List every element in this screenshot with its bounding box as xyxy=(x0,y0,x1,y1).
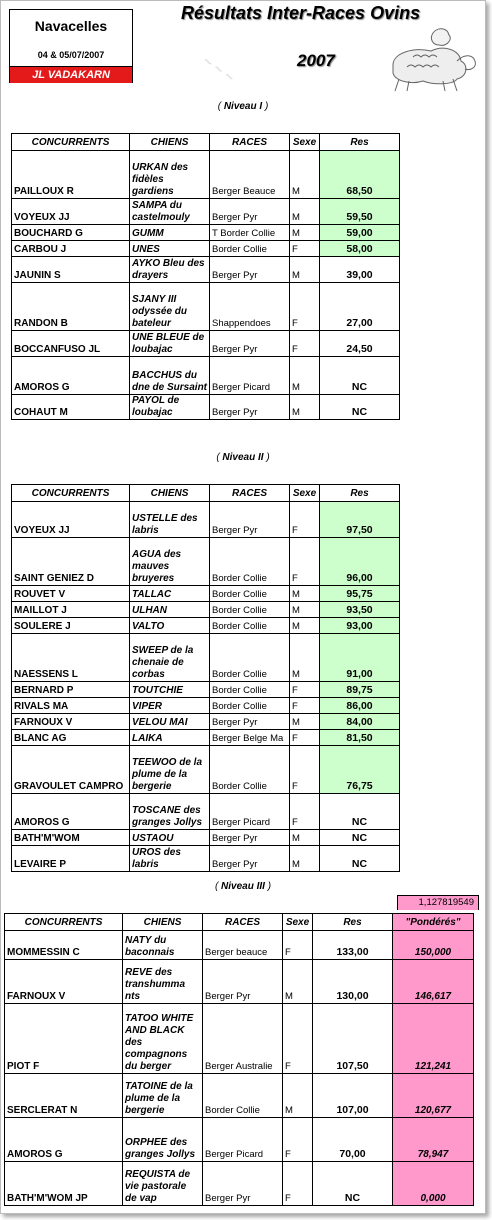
dog-name: REQUISTA de vie pastorale de vap xyxy=(123,1162,203,1206)
competitor-name: FARNOUX V xyxy=(12,714,130,730)
dog-name: TATOO WHITE AND BLACK des compagnons du berger xyxy=(123,1004,203,1074)
score: 89,75 xyxy=(320,682,400,698)
dog-sex: M xyxy=(290,357,320,395)
score: 39,00 xyxy=(320,257,400,283)
table-row xyxy=(12,331,400,357)
competitor-name: BOCCANFUSO JL xyxy=(12,331,130,357)
table-row xyxy=(12,225,400,241)
table-row xyxy=(5,1074,474,1118)
col-header-concurrents: CONCURRENTS xyxy=(12,485,130,502)
score: 107,50 xyxy=(313,1004,393,1074)
score: 91,00 xyxy=(320,634,400,682)
table-row xyxy=(12,634,400,682)
competitor-name: NAESSENS L xyxy=(12,634,130,682)
dog-name: TOSCANE des granges Jollys xyxy=(130,794,210,830)
results-table-level-1 xyxy=(11,133,400,420)
competitor-name: PAILLOUX R xyxy=(12,151,130,199)
table-row xyxy=(12,730,400,746)
dog-sex: M xyxy=(290,395,320,420)
competitor-name: BLANC AG xyxy=(12,730,130,746)
dog-name: SJANY III odyssée du bateleur xyxy=(130,283,210,331)
score: 86,00 xyxy=(320,698,400,714)
dog-name: USTELLE des labris xyxy=(130,502,210,538)
dog-name: AYKO Bleu des drayers xyxy=(130,257,210,283)
competitor-name: RANDON B xyxy=(12,283,130,331)
dog-breed: Berger Pyr xyxy=(210,846,290,872)
competitor-name: ROUVET V xyxy=(12,586,130,602)
table-row xyxy=(12,746,400,794)
score: 107,00 xyxy=(313,1074,393,1118)
weighted-score: 150,000 xyxy=(393,931,474,960)
table-row xyxy=(12,714,400,730)
competitor-name: CARBOU J xyxy=(12,241,130,257)
dog-breed: Berger Picard xyxy=(210,357,290,395)
dog-breed: Border Collie xyxy=(210,602,290,618)
dog-breed: Border Collie xyxy=(210,618,290,634)
page-year: 2007 xyxy=(297,51,335,70)
table-row xyxy=(12,586,400,602)
dog-sex: F xyxy=(290,241,320,257)
competitor-name: VOYEUX JJ xyxy=(12,199,130,225)
dog-breed: Shappendoes xyxy=(210,283,290,331)
competitor-name: BATH'M'WOM JP xyxy=(5,1162,123,1206)
col-header-concurrents: CONCURRENTS xyxy=(12,134,130,151)
dog-sex: F xyxy=(290,730,320,746)
score: NC xyxy=(320,395,400,420)
table-row xyxy=(5,960,474,1004)
dog-breed: Border Collie xyxy=(210,634,290,682)
dog-name: TOUTCHIE xyxy=(130,682,210,698)
col-header-races: RACES xyxy=(203,914,283,931)
table-row xyxy=(12,502,400,538)
score: 24,50 xyxy=(320,331,400,357)
table-row xyxy=(12,618,400,634)
results-table-level-3 xyxy=(4,913,474,1206)
dog-breed: Border Collie xyxy=(210,698,290,714)
dog-name: VIPER xyxy=(130,698,210,714)
dog-name: VALTO xyxy=(130,618,210,634)
dog-sex: F xyxy=(290,682,320,698)
score: 59,50 xyxy=(320,199,400,225)
dog-sex: M xyxy=(290,586,320,602)
dog-breed: Border Collie xyxy=(203,1074,283,1118)
competitor-name: BATH'M'WOM xyxy=(12,830,130,846)
competitor-name: AMOROS G xyxy=(12,794,130,830)
competitor-name: SOULERE J xyxy=(12,618,130,634)
table-row xyxy=(12,257,400,283)
competitor-name: GRAVOULET CAMPRO xyxy=(12,746,130,794)
dog-sex: M xyxy=(283,1074,313,1118)
competitor-name: BOUCHARD G xyxy=(12,225,130,241)
dog-breed: Berger Pyr xyxy=(210,830,290,846)
score: 27,00 xyxy=(320,283,400,331)
dog-name: REVE des transhumma nts xyxy=(123,960,203,1004)
dog-name: URKAN des fidèles gardiens xyxy=(130,151,210,199)
dog-sex: F xyxy=(290,331,320,357)
table-row xyxy=(12,698,400,714)
table-row xyxy=(5,1004,474,1074)
dog-sex: M xyxy=(290,199,320,225)
table-row xyxy=(12,395,400,420)
score: NC xyxy=(320,357,400,395)
dog-sex: F xyxy=(283,1004,313,1074)
competitor-name: AMOROS G xyxy=(12,357,130,395)
event-info-box xyxy=(9,9,133,83)
dog-name: VELOU MAI xyxy=(130,714,210,730)
weighted-score: 0,000 xyxy=(393,1162,474,1206)
weighting-coefficient: 1,127819549 xyxy=(397,895,479,910)
score: 84,00 xyxy=(320,714,400,730)
competitor-name: RIVALS MA xyxy=(12,698,130,714)
dog-breed: Berger Pyr xyxy=(210,199,290,225)
dog-sex: F xyxy=(283,931,313,960)
col-header-res: Res xyxy=(313,914,393,931)
dog-breed: Berger Pyr xyxy=(203,1162,283,1206)
col-header-concurrents: CONCURRENTS xyxy=(5,914,123,931)
col-header-chiens: CHIENS xyxy=(130,485,210,502)
table-row xyxy=(12,830,400,846)
score: 58,00 xyxy=(320,241,400,257)
competitor-name: LEVAIRE P xyxy=(12,846,130,872)
dog-name: SWEEP de la chenaie de corbas xyxy=(130,634,210,682)
dog-sex: M xyxy=(290,151,320,199)
competitor-name: MOMMESSIN C xyxy=(5,931,123,960)
col-header-sexe: Sexe xyxy=(290,485,320,502)
score: 93,00 xyxy=(320,618,400,634)
level-2-label: ( Niveau II ) xyxy=(216,452,270,463)
table-row xyxy=(12,241,400,257)
dog-name: TALLAC xyxy=(130,586,210,602)
score: 59,00 xyxy=(320,225,400,241)
dog-sex: F xyxy=(290,502,320,538)
watermark: ~ ~ ~ xyxy=(199,52,238,87)
dog-name: ULHAN xyxy=(130,602,210,618)
table-row xyxy=(12,151,400,199)
table-row xyxy=(12,794,400,830)
judge-name: JL VADAKARN xyxy=(10,66,132,83)
dog-breed: Border Collie xyxy=(210,586,290,602)
dog-name: USTAOU xyxy=(130,830,210,846)
score: 93,50 xyxy=(320,602,400,618)
dog-name: GUMM xyxy=(130,225,210,241)
table-row xyxy=(12,538,400,586)
dog-sex: M xyxy=(283,960,313,1004)
dog-sex: F xyxy=(290,794,320,830)
score: 133,00 xyxy=(313,931,393,960)
col-header-races: RACES xyxy=(210,134,290,151)
score: NC xyxy=(313,1162,393,1206)
weighted-score: 121,241 xyxy=(393,1004,474,1074)
dog-name: UNES xyxy=(130,241,210,257)
dog-sex: M xyxy=(290,257,320,283)
col-header-sexe: Sexe xyxy=(290,134,320,151)
dog-breed: Berger Belge Ma xyxy=(210,730,290,746)
col-header-chiens: CHIENS xyxy=(123,914,203,931)
dog-breed: Berger beauce xyxy=(203,931,283,960)
weighted-score: 146,617 xyxy=(393,960,474,1004)
event-place: Navacelles xyxy=(34,18,108,34)
dog-sex: F xyxy=(290,698,320,714)
dog-name: UNE BLEUE de loubajac xyxy=(130,331,210,357)
page-title: Résultats Inter-Races Ovins xyxy=(181,3,421,23)
table-row xyxy=(5,931,474,960)
dog-breed: Berger Picard xyxy=(203,1118,283,1162)
dog-breed: Berger Pyr xyxy=(210,331,290,357)
dog-sex: F xyxy=(283,1118,313,1162)
col-header-res: Res xyxy=(320,134,400,151)
dog-sex: M xyxy=(290,634,320,682)
score: NC xyxy=(320,794,400,830)
dog-breed: Border Collie xyxy=(210,682,290,698)
event-dates: 04 & 05/07/2007 xyxy=(37,50,105,60)
col-header-res: Res xyxy=(320,485,400,502)
score: NC xyxy=(320,830,400,846)
dog-breed: Berger Pyr xyxy=(210,395,290,420)
dog-breed: T Border Collie xyxy=(210,225,290,241)
dog-name: BACCHUS du dne de Sursaint xyxy=(130,357,210,395)
dog-sex: M xyxy=(290,618,320,634)
table-row xyxy=(12,283,400,331)
competitor-name: PIOT F xyxy=(5,1004,123,1074)
competitor-name: MAILLOT J xyxy=(12,602,130,618)
score: 81,50 xyxy=(320,730,400,746)
dog-name: TEEWOO de la plume de la bergerie xyxy=(130,746,210,794)
score: 97,50 xyxy=(320,502,400,538)
competitor-name: VOYEUX JJ xyxy=(12,502,130,538)
competitor-name: AMOROS G xyxy=(5,1118,123,1162)
dog-sex: F xyxy=(283,1162,313,1206)
dog-breed: Berger Pyr xyxy=(210,502,290,538)
score: 76,75 xyxy=(320,746,400,794)
competitor-name: COHAUT M xyxy=(12,395,130,420)
table-row xyxy=(5,1162,474,1206)
col-header-ponderes: "Pondérés" xyxy=(393,914,474,931)
dog-sex: M xyxy=(290,846,320,872)
dog-breed: Berger Beauce xyxy=(210,151,290,199)
dog-breed: Border Collie xyxy=(210,746,290,794)
competitor-name: SAINT GENIEZ D xyxy=(12,538,130,586)
table-row xyxy=(12,602,400,618)
level-1-label: ( Niveau I ) xyxy=(217,101,269,112)
col-header-chiens: CHIENS xyxy=(130,134,210,151)
score: 130,00 xyxy=(313,960,393,1004)
dog-sex: F xyxy=(290,283,320,331)
col-header-sexe: Sexe xyxy=(283,914,313,931)
dog-breed: Berger Picard xyxy=(210,794,290,830)
score: NC xyxy=(320,846,400,872)
score: 96,00 xyxy=(320,538,400,586)
table-row xyxy=(12,199,400,225)
table-row xyxy=(5,1118,474,1162)
dog-sex: M xyxy=(290,602,320,618)
header-row xyxy=(5,914,474,931)
table-row xyxy=(12,682,400,698)
dog-sex: F xyxy=(290,538,320,586)
dog-name: PAYOL de loubajac xyxy=(130,395,210,420)
weighted-score: 78,947 xyxy=(393,1118,474,1162)
dog-name: UROS des labris xyxy=(130,846,210,872)
score: 70,00 xyxy=(313,1118,393,1162)
level-3-label: ( Niveau III ) xyxy=(214,881,272,892)
dog-sex: F xyxy=(290,746,320,794)
dog-name: TATOINE de la plume de la bergerie xyxy=(123,1074,203,1118)
dog-breed: Berger Pyr xyxy=(203,960,283,1004)
dog-breed: Border Collie xyxy=(210,241,290,257)
competitor-name: SERCLERAT N xyxy=(5,1074,123,1118)
weighted-score: 120,677 xyxy=(393,1074,474,1118)
score: 95,75 xyxy=(320,586,400,602)
dog-name: LAIKA xyxy=(130,730,210,746)
table-row xyxy=(12,846,400,872)
col-header-races: RACES xyxy=(210,485,290,502)
score: 68,50 xyxy=(320,151,400,199)
dog-breed: Berger Australie xyxy=(203,1004,283,1074)
dog-name: SAMPA du castelmouly xyxy=(130,199,210,225)
competitor-name: FARNOUX V xyxy=(5,960,123,1004)
competitor-name: JAUNIN S xyxy=(12,257,130,283)
dog-breed: Berger Pyr xyxy=(210,257,290,283)
header-row xyxy=(12,485,400,502)
dog-name: ORPHEE des granges Jollys xyxy=(123,1118,203,1162)
header-row xyxy=(12,134,400,151)
dog-breed: Berger Pyr xyxy=(210,714,290,730)
dog-name: NATY du baconnais xyxy=(123,931,203,960)
dog-name: AGUA des mauves bruyeres xyxy=(130,538,210,586)
competitor-name: BERNARD P xyxy=(12,682,130,698)
dog-sex: M xyxy=(290,714,320,730)
results-table-level-2 xyxy=(11,484,400,872)
dog-sex: M xyxy=(290,830,320,846)
table-row xyxy=(12,357,400,395)
dog-breed: Border Collie xyxy=(210,538,290,586)
sheep-logo-icon xyxy=(373,25,481,95)
dog-sex: M xyxy=(290,225,320,241)
